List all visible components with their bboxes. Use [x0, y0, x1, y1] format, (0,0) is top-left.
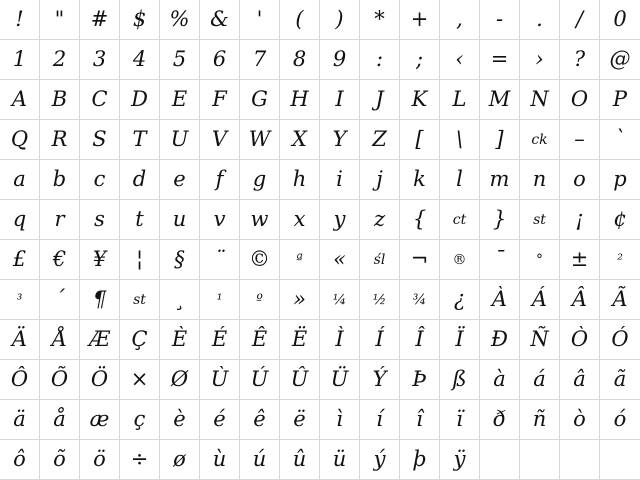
glyph-cell[interactable]: c — [80, 160, 120, 200]
glyph-cell[interactable]: ¨ — [200, 240, 240, 280]
glyph-cell[interactable]: 3 — [80, 40, 120, 80]
glyph-cell[interactable]: h — [280, 160, 320, 200]
glyph-cell[interactable]: ¬ — [400, 240, 440, 280]
glyph-cell[interactable]: Ü — [320, 360, 360, 400]
glyph-cell[interactable]: q — [0, 200, 40, 240]
glyph-cell[interactable]: j — [360, 160, 400, 200]
glyph-cell[interactable]: ) — [320, 0, 360, 40]
glyph-cell[interactable]: » — [280, 280, 320, 320]
glyph-cell[interactable]: Î — [400, 320, 440, 360]
glyph-cell[interactable]: n — [520, 160, 560, 200]
glyph-cell[interactable]: y — [320, 200, 360, 240]
glyph-cell[interactable]: 7 — [240, 40, 280, 80]
glyph-cell[interactable]: Ø — [160, 360, 200, 400]
glyph-cell[interactable]: s — [80, 200, 120, 240]
glyph-cell[interactable]: i — [320, 160, 360, 200]
glyph-cell[interactable]: £ — [0, 240, 40, 280]
glyph-cell[interactable]: Á — [520, 280, 560, 320]
glyph-cell[interactable]: Ê — [240, 320, 280, 360]
glyph-cell[interactable]: õ — [40, 440, 80, 480]
glyph-cell[interactable]: ` — [600, 120, 640, 160]
glyph-cell[interactable]: e — [160, 160, 200, 200]
glyph-cell[interactable]: " — [40, 0, 80, 40]
glyph-cell[interactable]: › — [520, 40, 560, 80]
glyph-cell[interactable]: ê — [240, 400, 280, 440]
glyph-cell[interactable]: # — [80, 0, 120, 40]
glyph-cell[interactable]: Ú — [240, 360, 280, 400]
glyph-cell[interactable]: w — [240, 200, 280, 240]
glyph-cell[interactable]: ? — [560, 40, 600, 80]
glyph-cell[interactable]: â — [560, 360, 600, 400]
glyph-cell[interactable]: = — [480, 40, 520, 80]
glyph-cell[interactable]: N — [520, 80, 560, 120]
glyph-cell[interactable]: ÷ — [120, 440, 160, 480]
glyph-cell[interactable]: / — [560, 0, 600, 40]
glyph-cell[interactable]: v — [200, 200, 240, 240]
glyph-cell[interactable]: ¢ — [600, 200, 640, 240]
glyph-cell[interactable] — [480, 440, 520, 480]
glyph-cell[interactable]: Ý — [360, 360, 400, 400]
glyph-cell[interactable]: Ä — [0, 320, 40, 360]
glyph-cell[interactable]: Ò — [560, 320, 600, 360]
glyph-cell[interactable]: + — [400, 0, 440, 40]
glyph-cell[interactable]: b — [40, 160, 80, 200]
glyph-cell[interactable]: ï — [440, 400, 480, 440]
glyph-cell[interactable]: þ — [400, 440, 440, 480]
glyph-cell[interactable]: . — [520, 0, 560, 40]
glyph-cell[interactable]: ô — [0, 440, 40, 480]
glyph-cell[interactable]: d — [120, 160, 160, 200]
glyph-cell[interactable]: ë — [280, 400, 320, 440]
glyph-cell[interactable]: V — [200, 120, 240, 160]
glyph-cell[interactable]: ª — [280, 240, 320, 280]
glyph-cell[interactable]: Q — [0, 120, 40, 160]
glyph-cell[interactable]: z — [360, 200, 400, 240]
glyph-cell[interactable]: ' — [240, 0, 280, 40]
glyph-cell[interactable]: a — [0, 160, 40, 200]
glyph-cell[interactable]: E — [160, 80, 200, 120]
glyph-cell[interactable]: I — [320, 80, 360, 120]
glyph-cell[interactable]: ‹ — [440, 40, 480, 80]
glyph-cell[interactable]: B — [40, 80, 80, 120]
glyph-cell[interactable]: F — [200, 80, 240, 120]
glyph-cell[interactable]: ¯ — [480, 240, 520, 280]
glyph-cell[interactable]: ó — [600, 400, 640, 440]
glyph-cell[interactable]: Ì — [320, 320, 360, 360]
glyph-cell[interactable]: ck — [520, 120, 560, 160]
glyph-cell[interactable]: Ç — [120, 320, 160, 360]
glyph-cell[interactable]: o — [560, 160, 600, 200]
glyph-cell[interactable]: * — [360, 0, 400, 40]
glyph-cell[interactable]: É — [200, 320, 240, 360]
glyph-cell[interactable]: Í — [360, 320, 400, 360]
glyph-cell[interactable]: 9 — [320, 40, 360, 80]
glyph-cell[interactable]: ± — [560, 240, 600, 280]
glyph-cell[interactable]: ° — [520, 240, 560, 280]
glyph-cell[interactable]: Ô — [0, 360, 40, 400]
glyph-cell[interactable]: U — [160, 120, 200, 160]
glyph-cell[interactable]: ç — [120, 400, 160, 440]
glyph-cell[interactable]: st — [520, 200, 560, 240]
glyph-cell[interactable]: ä — [0, 400, 40, 440]
glyph-cell[interactable]: ì — [320, 400, 360, 440]
glyph-cell[interactable]: € — [40, 240, 80, 280]
glyph-cell[interactable]: P — [600, 80, 640, 120]
glyph-cell[interactable]: Ï — [440, 320, 480, 360]
glyph-cell[interactable]: ß — [440, 360, 480, 400]
glyph-cell[interactable]: Þ — [400, 360, 440, 400]
glyph-cell[interactable]: Ö — [80, 360, 120, 400]
glyph-cell[interactable]: u — [160, 200, 200, 240]
glyph-cell[interactable]: { — [400, 200, 440, 240]
glyph-cell[interactable]: Y — [320, 120, 360, 160]
glyph-cell[interactable]: Ñ — [520, 320, 560, 360]
glyph-cell[interactable]: ¾ — [400, 280, 440, 320]
glyph-cell[interactable]: ú — [240, 440, 280, 480]
glyph-cell[interactable]: % — [160, 0, 200, 40]
glyph-cell[interactable]: S — [80, 120, 120, 160]
glyph-cell[interactable]: Ë — [280, 320, 320, 360]
glyph-cell[interactable]: \ — [440, 120, 480, 160]
glyph-cell[interactable]: ð — [480, 400, 520, 440]
glyph-cell[interactable]: ¹ — [200, 280, 240, 320]
glyph-cell[interactable]: ÿ — [440, 440, 480, 480]
glyph-cell[interactable]: 2 — [40, 40, 80, 80]
glyph-cell[interactable]: © — [240, 240, 280, 280]
glyph-cell[interactable]: : — [360, 40, 400, 80]
glyph-cell[interactable]: Ð — [480, 320, 520, 360]
glyph-cell[interactable]: A — [0, 80, 40, 120]
glyph-cell[interactable]: ] — [480, 120, 520, 160]
glyph-cell[interactable]: M — [480, 80, 520, 120]
glyph-cell[interactable]: ø — [160, 440, 200, 480]
glyph-cell[interactable]: T — [120, 120, 160, 160]
glyph-cell[interactable]: O — [560, 80, 600, 120]
glyph-cell[interactable]: ; — [400, 40, 440, 80]
glyph-cell[interactable]: t — [120, 200, 160, 240]
glyph-cell[interactable]: Æ — [80, 320, 120, 360]
glyph-cell[interactable]: m — [480, 160, 520, 200]
glyph-cell[interactable]: Ó — [600, 320, 640, 360]
glyph-cell[interactable]: K — [400, 80, 440, 120]
glyph-cell[interactable]: ö — [80, 440, 120, 480]
glyph-cell[interactable]: Å — [40, 320, 80, 360]
glyph-cell[interactable]: ! — [0, 0, 40, 40]
glyph-cell[interactable]: å — [40, 400, 80, 440]
glyph-cell[interactable]: ( — [280, 0, 320, 40]
glyph-cell[interactable]: & — [200, 0, 240, 40]
glyph-cell[interactable]: û — [280, 440, 320, 480]
glyph-cell[interactable] — [600, 440, 640, 480]
glyph-cell[interactable]: í — [360, 400, 400, 440]
glyph-cell[interactable]: k — [400, 160, 440, 200]
glyph-cell[interactable]: J — [360, 80, 400, 120]
glyph-cell[interactable]: Ã — [600, 280, 640, 320]
glyph-cell[interactable]: ¦ — [120, 240, 160, 280]
glyph-cell[interactable]: ñ — [520, 400, 560, 440]
glyph-cell[interactable]: C — [80, 80, 120, 120]
glyph-cell[interactable]: 8 — [280, 40, 320, 80]
glyph-cell[interactable]: ² — [600, 240, 640, 280]
glyph-cell[interactable]: ct — [440, 200, 480, 240]
glyph-cell[interactable]: ¡ — [560, 200, 600, 240]
glyph-cell[interactable]: x — [280, 200, 320, 240]
glyph-cell[interactable]: st — [120, 280, 160, 320]
glyph-cell[interactable]: é — [200, 400, 240, 440]
glyph-cell[interactable]: H — [280, 80, 320, 120]
glyph-cell[interactable]: śl — [360, 240, 400, 280]
glyph-cell[interactable]: ½ — [360, 280, 400, 320]
glyph-cell[interactable]: ¥ — [80, 240, 120, 280]
glyph-cell[interactable]: § — [160, 240, 200, 280]
glyph-cell[interactable]: 6 — [200, 40, 240, 80]
glyph-cell[interactable]: ´ — [40, 280, 80, 320]
glyph-cell[interactable]: L — [440, 80, 480, 120]
glyph-cell[interactable]: - — [480, 0, 520, 40]
glyph-cell[interactable]: ¼ — [320, 280, 360, 320]
glyph-cell[interactable]: – — [560, 120, 600, 160]
glyph-cell[interactable]: $ — [120, 0, 160, 40]
glyph-cell[interactable]: r — [40, 200, 80, 240]
glyph-cell[interactable]: æ — [80, 400, 120, 440]
glyph-cell[interactable]: á — [520, 360, 560, 400]
glyph-cell[interactable] — [520, 440, 560, 480]
glyph-cell[interactable]: 4 — [120, 40, 160, 80]
glyph-cell[interactable]: R — [40, 120, 80, 160]
glyph-cell[interactable]: Ù — [200, 360, 240, 400]
glyph-cell[interactable]: f — [200, 160, 240, 200]
glyph-cell[interactable]: 0 — [600, 0, 640, 40]
glyph-cell[interactable]: 1 — [0, 40, 40, 80]
glyph-cell[interactable]: W — [240, 120, 280, 160]
glyph-cell[interactable]: l — [440, 160, 480, 200]
glyph-cell[interactable]: g — [240, 160, 280, 200]
glyph-cell[interactable]: À — [480, 280, 520, 320]
glyph-cell[interactable]: ¿ — [440, 280, 480, 320]
glyph-cell[interactable]: Õ — [40, 360, 80, 400]
glyph-cell[interactable]: G — [240, 80, 280, 120]
glyph-cell[interactable]: Û — [280, 360, 320, 400]
glyph-cell[interactable]: × — [120, 360, 160, 400]
glyph-cell[interactable]: Z — [360, 120, 400, 160]
glyph-cell[interactable]: ³ — [0, 280, 40, 320]
glyph-cell[interactable]: 5 — [160, 40, 200, 80]
glyph-cell[interactable]: ¸ — [160, 280, 200, 320]
glyph-cell[interactable]: ý — [360, 440, 400, 480]
glyph-cell[interactable]: p — [600, 160, 640, 200]
glyph-cell[interactable]: à — [480, 360, 520, 400]
glyph-cell[interactable]: « — [320, 240, 360, 280]
glyph-cell[interactable]: ¶ — [80, 280, 120, 320]
glyph-cell[interactable] — [560, 440, 600, 480]
glyph-cell[interactable]: X — [280, 120, 320, 160]
glyph-cell[interactable]: ü — [320, 440, 360, 480]
glyph-cell[interactable]: ò — [560, 400, 600, 440]
glyph-cell[interactable]: î — [400, 400, 440, 440]
glyph-cell[interactable]: [ — [400, 120, 440, 160]
glyph-cell[interactable]: º — [240, 280, 280, 320]
glyph-cell[interactable]: , — [440, 0, 480, 40]
glyph-cell[interactable]: } — [480, 200, 520, 240]
glyph-cell[interactable]: ã — [600, 360, 640, 400]
glyph-cell[interactable]: D — [120, 80, 160, 120]
glyph-cell[interactable]: È — [160, 320, 200, 360]
glyph-cell[interactable]: ® — [440, 240, 480, 280]
glyph-cell[interactable]: Â — [560, 280, 600, 320]
glyph-cell[interactable]: ù — [200, 440, 240, 480]
glyph-cell[interactable]: è — [160, 400, 200, 440]
glyph-cell[interactable]: @ — [600, 40, 640, 80]
